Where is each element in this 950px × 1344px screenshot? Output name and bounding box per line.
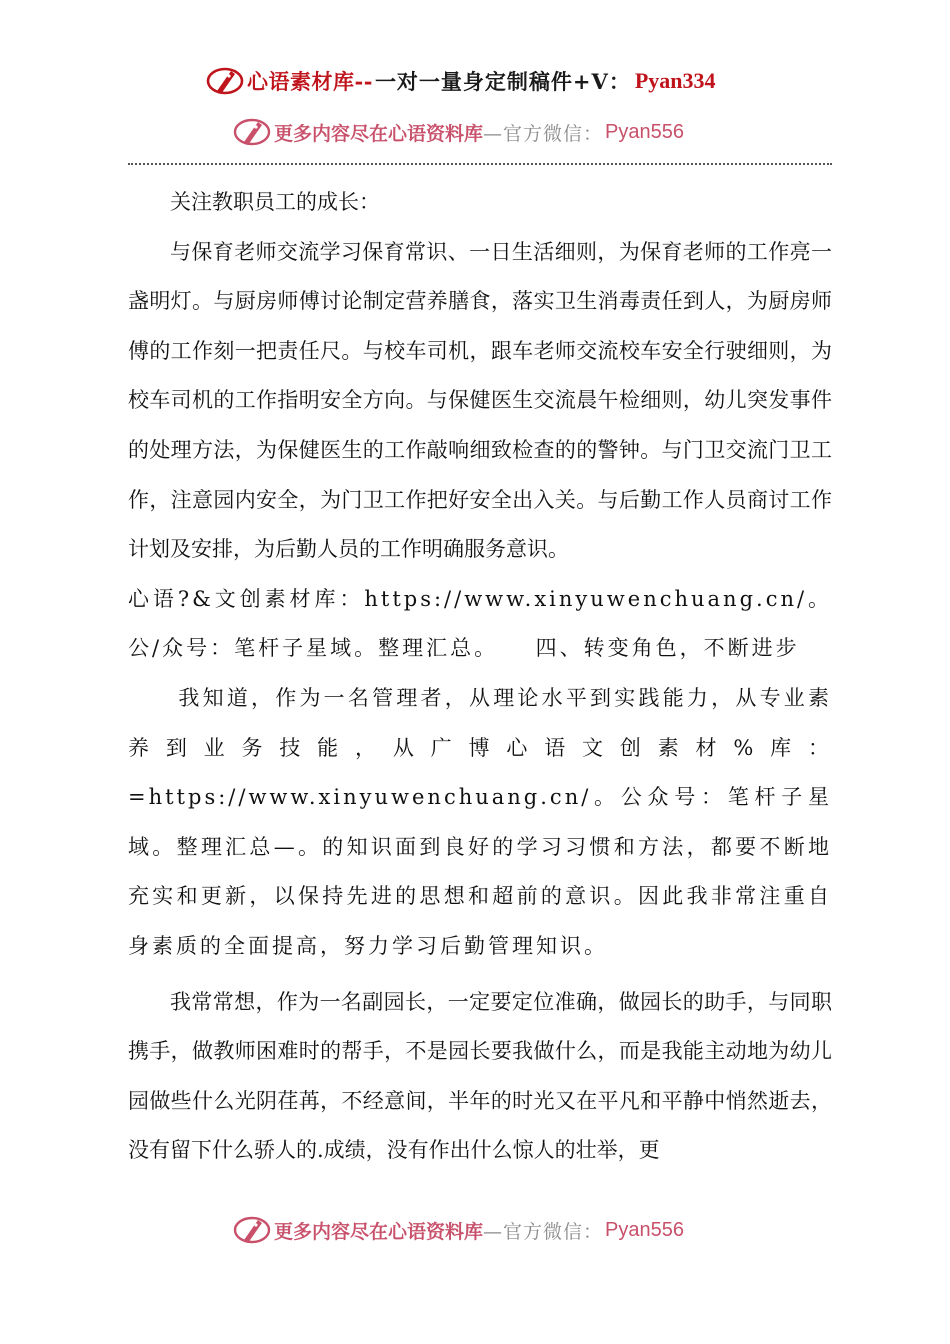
header-sub-wechat-id: Pyan556 [605, 120, 684, 143]
header-top-line [205, 62, 716, 100]
paragraph: 心语?&文创素材库：https://www.xinyuwenchuang.cn/。公/众号：笔杆子星域。整理汇总。 四、转变角色，不断进步 [128, 586, 832, 661]
footer-brand-text: 更多内容尽在心语资料库 [274, 1220, 484, 1243]
pen-nib-logo-icon [205, 63, 245, 99]
header-brand-text: 心语素材库-- [247, 69, 373, 94]
paragraph-heading: 关注教职员工的成长： [170, 190, 380, 214]
pen-nib-logo-icon [232, 114, 272, 150]
paragraph: 与保育老师交流学习保育常识、一日生活细则，为保育老师的工作亮一盏明灯。与厨房师傅讨论制定营养膳食，落实卫生消毒责任到人，为厨房师傅的工作刻一把责任尺。与校车司机，跟车老师交流校车安全行驶细则，为校车司机的工作指明安全方向。与保健医生交流晨午检细则，幼儿突发事件的处理方法，为保健医生的工作敲响细致检查的的警钟。与门卫交流门卫工作，注意园内安全，为门卫工作把好安全出入关。与后勤工作人员商讨工作计划及安排，为后勤人员的工作明确服务意识。 [128, 239, 832, 562]
header-sub-line [232, 112, 684, 152]
header-service-text: 一对一量身定制稿件+V： [374, 69, 631, 94]
pen-nib-logo-icon [232, 1212, 272, 1248]
footer-wechat-label: —官方微信： [483, 1220, 604, 1243]
header-sub-wechat-label: —官方微信： [483, 122, 604, 145]
footer-line [232, 1210, 684, 1250]
document-body [128, 178, 832, 1176]
paragraph: 我常常想，作为一名副园长，一定要定位准确，做园长的助手，与同职携手，做教师困难时的帮手，不是园长要我做什么，而是我能主动地为幼儿园做些什么光阴荏苒，不经意间，半年的时光又在平凡和平静中悄然逝去，没有留下什么骄人的.成绩，没有作出什么惊人的壮举，更 [128, 989, 832, 1163]
header-contact-id: Pyan334 [634, 68, 716, 93]
paragraph: 我知道，作为一名管理者，从理论水平到实践能力，从专业素养到业务技能，从广博心语文创素材%库：=https://www.xinyuwenchuang.cn/。公众号：笔杆子星域。整理汇总—。的知识面到良好的学习习惯和方法，都要不断地充实和更新，以保持先进的思想和超前的意识。因此我非常注重自身素质的全面提高，努力学习后勤管理知识。 [128, 685, 832, 958]
header-divider [128, 163, 832, 165]
header-sub-brand-text: 更多内容尽在心语资料库 [274, 122, 484, 145]
footer-wechat-id: Pyan556 [605, 1218, 684, 1241]
